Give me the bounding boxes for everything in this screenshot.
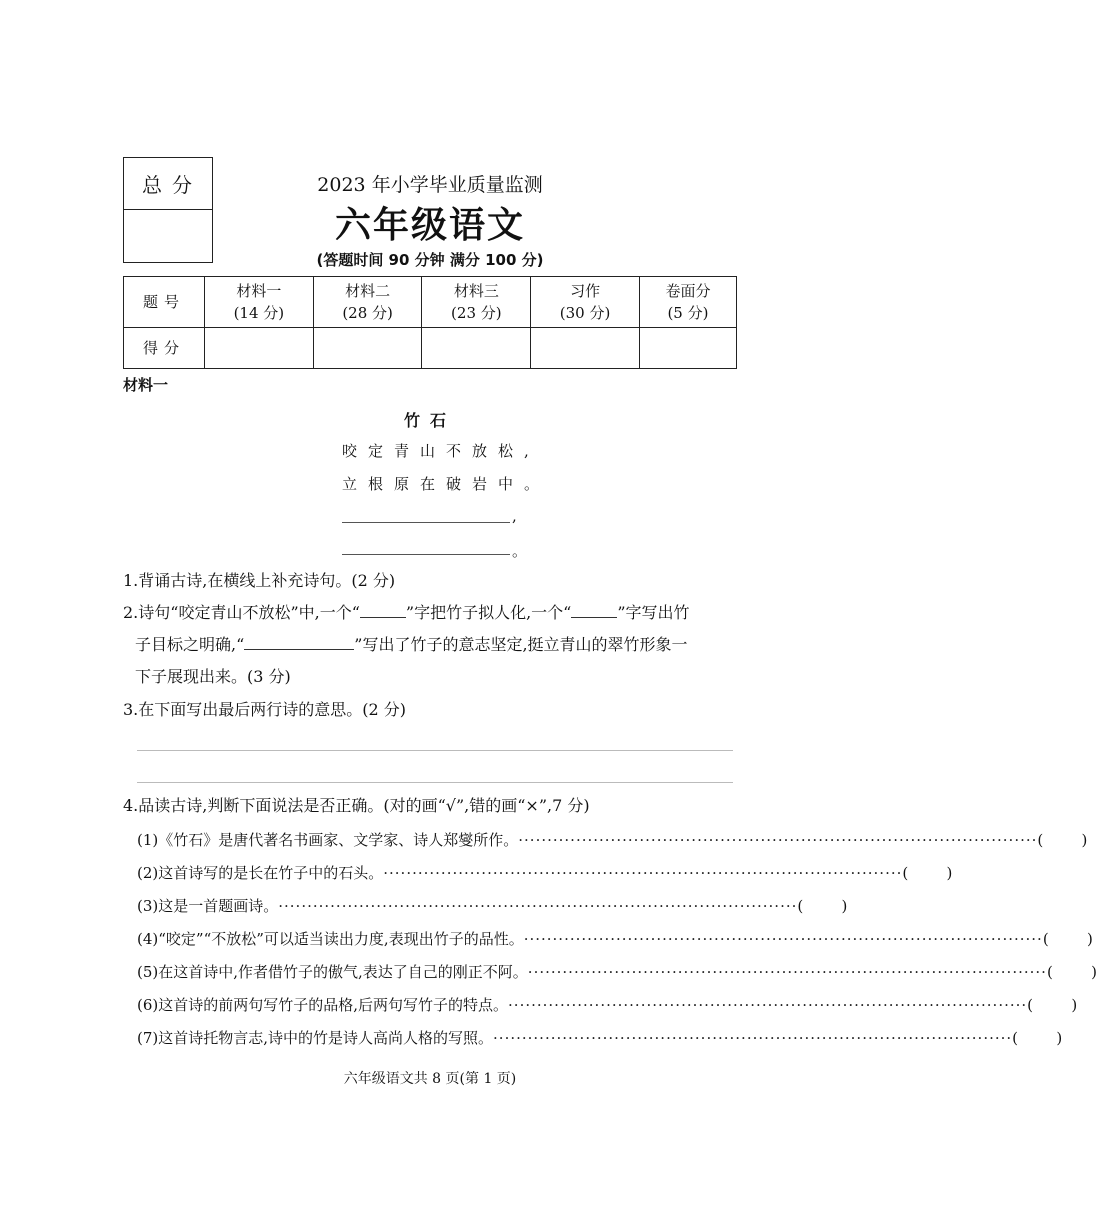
question-2 — [123, 597, 743, 693]
paren-open: ( — [1037, 831, 1044, 849]
paren-close: ) — [1081, 831, 1088, 849]
q2-text: 2.诗句“咬定青山不放松”中,一个“ — [123, 603, 360, 622]
judge-item — [137, 862, 953, 884]
judge-item — [137, 961, 1097, 983]
paren-close: ) — [946, 864, 953, 882]
row-label-score: 得分 — [124, 328, 205, 369]
judge-answer-box[interactable] — [1027, 994, 1077, 1016]
col-header — [531, 277, 640, 328]
question-3: 3.在下面写出最后两行诗的意思。(2 分) — [123, 700, 407, 719]
col-points: (5 分) — [667, 304, 709, 322]
paren-open: ( — [1012, 1029, 1019, 1047]
judge-item-text: (2)这首诗写的是长在竹子中的石头。 — [137, 864, 384, 882]
paren-open: ( — [797, 897, 804, 915]
q2-text: ”字写出竹 — [617, 603, 690, 622]
judge-item — [137, 895, 848, 917]
paren-open: ( — [1042, 930, 1049, 948]
paren-open: ( — [902, 864, 909, 882]
poem-line-2: 立根原在破岩中。 — [342, 475, 551, 493]
question-4: 4.品读古诗,判断下面说法是否正确。(对的画“√”,错的画“×”,7 分) — [123, 796, 590, 815]
leader-dots: ·························································································· — [383, 864, 903, 882]
col-header — [639, 277, 736, 328]
row-label-number: 题号 — [124, 277, 205, 328]
judge-item — [137, 829, 1088, 851]
col-header — [422, 277, 531, 328]
paren-close: ) — [1071, 996, 1078, 1014]
score-table-score-row — [124, 328, 737, 369]
paren-open: ( — [1027, 996, 1034, 1014]
paren-close: ) — [841, 897, 848, 915]
judge-answer-box[interactable] — [1037, 829, 1087, 851]
score-cell[interactable] — [639, 328, 736, 369]
leader-dots: ·························································································· — [518, 831, 1038, 849]
col-header — [205, 277, 314, 328]
q2-blank-1[interactable] — [360, 601, 406, 618]
col-header — [313, 277, 422, 328]
paren-open: ( — [1046, 963, 1053, 981]
question-2-line-2 — [123, 629, 743, 661]
col-points: (14 分) — [233, 304, 285, 322]
paren-close: ) — [1056, 1029, 1063, 1047]
judge-item-text: (4)“咬定”“不放松”可以适当读出力度,表现出竹子的品性。 — [137, 930, 524, 948]
leader-dots: ·························································································· — [278, 897, 798, 915]
total-score-label: 总分 — [124, 158, 212, 210]
poem-blank-2-punct: 。 — [512, 542, 528, 560]
score-cell[interactable] — [531, 328, 640, 369]
poem-blank-1-punct: , — [512, 507, 517, 525]
poem-line-1: 咬定青山不放松, — [342, 442, 540, 460]
subject-title: 六年级语文 — [334, 204, 525, 246]
q2-blank-2[interactable] — [571, 601, 617, 618]
question-2-line-3: 下子展现出来。(3 分) — [135, 667, 291, 686]
leader-dots: ·························································································· — [527, 963, 1047, 981]
judge-item — [137, 1027, 1063, 1049]
judge-answer-box[interactable] — [1047, 961, 1097, 983]
leader-dots: ·························································································· — [523, 930, 1043, 948]
q2-text: ”写出了竹子的意志坚定,挺立青山的翠竹形象一 — [354, 635, 688, 654]
section-heading: 材料一 — [123, 376, 169, 394]
col-name: 材料一 — [236, 282, 282, 300]
col-name: 卷面分 — [665, 282, 711, 300]
judge-item — [137, 928, 1093, 950]
col-name: 材料三 — [453, 282, 499, 300]
judge-answer-box[interactable] — [1043, 928, 1093, 950]
leader-dots: ·························································································· — [493, 1029, 1013, 1047]
judge-item-text: (7)这首诗托物言志,诗中的竹是诗人高尚人格的写照。 — [137, 1029, 494, 1047]
leader-dots: ·························································································· — [508, 996, 1028, 1014]
score-cell[interactable] — [422, 328, 531, 369]
answer-line-2[interactable] — [137, 782, 733, 783]
col-name: 材料二 — [345, 282, 391, 300]
col-name: 习作 — [570, 282, 601, 300]
score-cell[interactable] — [205, 328, 314, 369]
score-table-header-row — [124, 277, 737, 328]
exam-timing: (答题时间 90 分钟 满分 100 分) — [316, 251, 544, 269]
score-table — [123, 276, 737, 369]
poem-blank-line-1[interactable] — [342, 522, 510, 523]
page-footer: 六年级语文共 8 页(第 1 页) — [343, 1071, 517, 1087]
exam-title: 2023 年小学毕业质量监测 — [317, 174, 543, 196]
col-points: (23 分) — [451, 304, 502, 322]
judge-answer-box[interactable] — [797, 895, 847, 917]
poem-title: 竹石 — [403, 411, 456, 430]
question-2-line-1 — [123, 597, 743, 629]
q2-text: 子目标之明确,“ — [135, 635, 245, 654]
poem-blank-line-2[interactable] — [342, 554, 510, 555]
judge-answer-box[interactable] — [1012, 1027, 1062, 1049]
question-1: 1.背诵古诗,在横线上补充诗句。(2 分) — [123, 571, 396, 590]
score-cell[interactable] — [313, 328, 422, 369]
q2-blank-3[interactable] — [244, 633, 354, 650]
judge-answer-box[interactable] — [902, 862, 952, 884]
judge-item-text: (1)《竹石》是唐代著名书画家、文学家、诗人郑燮所作。 — [137, 831, 519, 849]
answer-line-1[interactable] — [137, 750, 733, 751]
col-points: (28 分) — [342, 304, 393, 322]
paren-close: ) — [1086, 930, 1093, 948]
judge-item-text: (3)这是一首题画诗。 — [137, 897, 279, 915]
judge-item-text: (5)在这首诗中,作者借竹子的傲气,表达了自己的刚正不阿。 — [137, 963, 528, 981]
col-points: (30 分) — [559, 304, 611, 322]
judge-item-text: (6)这首诗的前两句写竹子的品格,后两句写竹子的特点。 — [137, 996, 509, 1014]
paren-close: ) — [1091, 963, 1097, 981]
total-score-box — [123, 157, 213, 263]
judge-item — [137, 994, 1078, 1016]
q2-text: ”字把竹子拟人化,一个“ — [405, 603, 572, 622]
total-score-field[interactable] — [124, 210, 212, 262]
